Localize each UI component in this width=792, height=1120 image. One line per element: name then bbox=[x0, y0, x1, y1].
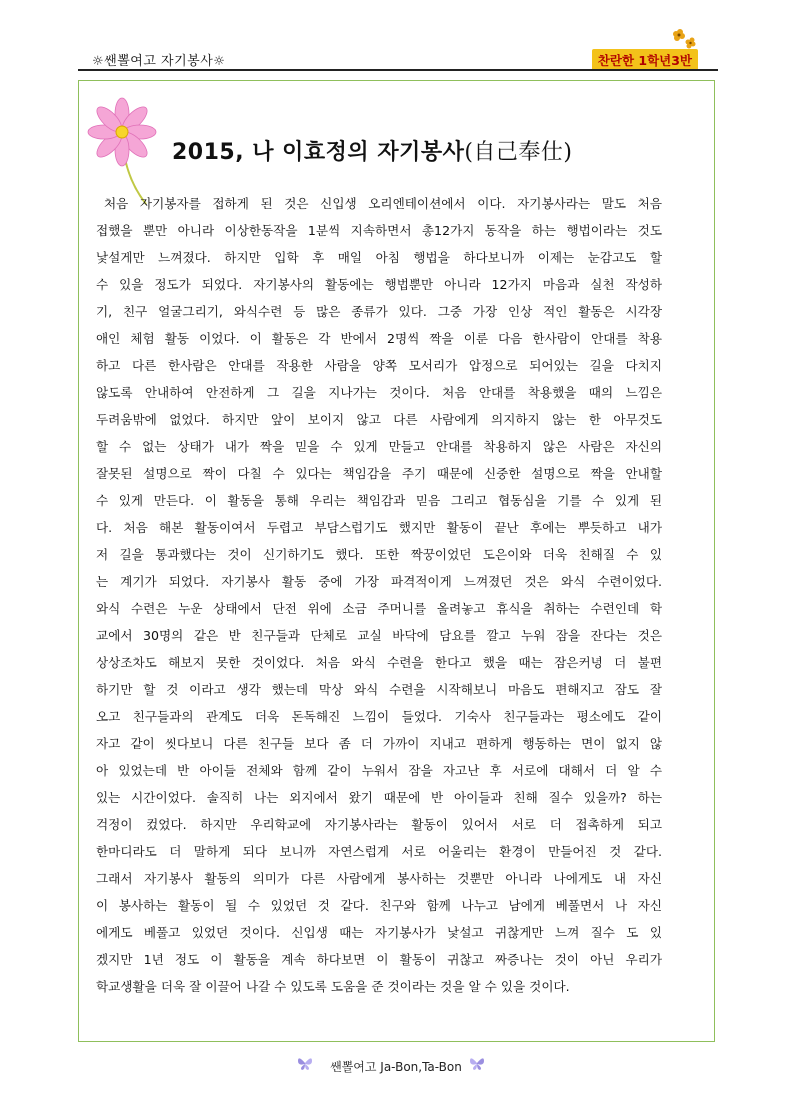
body-line: 접했을 뿐만 아니라 이상한동작을 1분씩 지속하면서 총12가지 동작을 하는 행법이라는 것도 bbox=[96, 223, 662, 238]
body-line: 두려움밖에 없었다. 하지만 앞이 보이지 않고 다른 사람에게 의지하지 않는 한 아무것도 bbox=[96, 412, 662, 427]
body-line: 애인 체험 활동 이었다. 이 활동은 각 반에서 2명씩 짝을 이룬 다음 한사람이 안대를 착용 bbox=[96, 331, 662, 346]
body-line: 와식 수련은 누운 상태에서 단전 위에 소금 주머니를 올려놓고 휴식을 취하는 수련인데 학 bbox=[96, 601, 662, 616]
article-title-hanja: (自己奉仕) bbox=[464, 140, 573, 165]
class-badge: 찬란한 1학년3반 bbox=[592, 49, 698, 71]
body-line: 아 있었는데 반 아이들 전체와 함께 같이 누워서 잠을 자고난 후 서로에 대해서 더 알 수 bbox=[96, 763, 662, 778]
body-line: 기, 친구 얼굴그리기, 와식수련 등 많은 종류가 있다. 그중 가장 인상 적인 활동은 시각장 bbox=[96, 304, 662, 319]
body-line: 저 길을 통과했다는 것이 신기하기도 했다. 또한 짝꿍이었던 도은이와 더욱 친해질 수 있 bbox=[96, 547, 662, 562]
body-line: 한마디라도 더 말하게 되다 보니까 자연스럽게 서로 어울리는 환경이 만들어진 것 같다. bbox=[96, 844, 662, 859]
body-line: 는 계기가 되었다. 자기봉사 활동 중에 가장 파격적이게 느껴졌던 것은 와식 수련이었다. bbox=[96, 574, 662, 589]
body-line: 자고 같이 씻다보니 다른 친구들 보다 좀 더 가까이 지내고 편하게 행동하는 면이 없지 않 bbox=[96, 736, 662, 751]
body-line: 교에서 30명의 같은 반 친구들과 단체로 교실 바닥에 담요를 깔고 누워 잠을 잔다는 것은 bbox=[96, 628, 662, 643]
body-line: 수 있을 정도가 되었다. 자기봉사의 활동에는 행법뿐만 아니라 12가지 마음과 실천 작성하 bbox=[96, 277, 662, 292]
article-body bbox=[96, 190, 662, 1000]
body-line: 하고 다른 한사람은 안대를 작용한 사람을 양쪽 모서리가 압정으로 되어있는 길을 다치지 bbox=[96, 358, 662, 373]
body-line: 에게도 베풀고 있었던 것이다. 신입생 때는 자기봉사가 낯설고 귀찮게만 느껴 질수 도 있 bbox=[96, 925, 662, 940]
header-title: ☼쌘뽈여고 자기봉사☼ bbox=[92, 54, 226, 69]
body-line: 처음 자기봉자를 접하게 된 것은 신입생 오리엔테이션에서 이다. 자기봉사라는 말도 처음 bbox=[104, 196, 662, 211]
body-line: 걱정이 컸었다. 하지만 우리학교에 자기봉사라는 활동이 있어서 서로 더 접촉하게 되고 bbox=[96, 817, 662, 832]
header-divider bbox=[78, 69, 718, 71]
body-line: 하기만 할 것 이라고 생각 했는데 막상 와식 수련을 시작해보니 마음도 편해지고 잠도 잘 bbox=[96, 682, 662, 697]
body-line: 겠지만 1년 정도 이 활동을 계속 하다보면 이 활동이 귀찮고 짜증나는 것이 아닌 우리가 bbox=[96, 952, 662, 967]
footer bbox=[0, 1058, 792, 1075]
body-line: 잘못된 설명으로 짝이 다칠 수 있다는 책임감을 주기 때문에 신중한 설명으로 짝을 안내할 bbox=[96, 466, 662, 481]
body-line: 있는 시간이었다. 솔직히 나는 외지에서 왔기 때문에 반 아이들과 친해 질수 있을까? 하는 bbox=[96, 790, 662, 805]
body-line: 다. 처음 해본 활동이여서 두렵고 부담스럽기도 했지만 활동이 끝난 후에는 뿌듯하고 내가 bbox=[96, 520, 662, 535]
body-line: 않도록 안내하여 안전하게 그 길을 지나가는 것이다. 처음 안대를 착용했을 때의 느낌은 bbox=[96, 385, 662, 400]
article-title-text: 2015, 나 이효정의 자기봉사 bbox=[172, 140, 465, 165]
body-line: 오고 친구들과의 관계도 더욱 돈독해진 느낌이 들었다. 기숙사 친구들과는 평소에도 같이 bbox=[96, 709, 662, 724]
article-title bbox=[172, 135, 573, 166]
body-line: 할 수 없는 상태가 내가 짝을 믿을 수 있게 만들고 안대를 착용하지 않은 사람은 자신의 bbox=[96, 439, 662, 454]
body-line: 이 봉사하는 활동이 될 수 있었던 것 같다. 친구와 함께 나누고 남에게 베풀면서 나 자신 bbox=[96, 898, 662, 913]
footer-text: 쌘뽈여고 Ja-Bon,Ta-Bon bbox=[330, 1060, 462, 1074]
body-line: 상상조차도 해보지 못한 것이었다. 처음 와식 수련을 한다고 했을 때는 잠은커녕 더 불편 bbox=[96, 655, 662, 670]
body-line: 낯설게만 느껴졌다. 하지만 입학 후 매일 아침 행법을 하다보니까 이제는 눈감고도 할 bbox=[96, 250, 662, 265]
body-line: 학교생활을 더욱 잘 이끌어 나갈 수 있도록 도움을 준 것이라는 것을 알 수 있을 것이다. bbox=[96, 979, 570, 994]
butterfly-right-icon bbox=[468, 1054, 486, 1072]
body-line: 그래서 자기봉사 활동의 의미가 다른 사람에게 봉사하는 것뿐만 아니라 나에게도 내 자신 bbox=[96, 871, 662, 886]
body-line: 수 있게 만든다. 이 활동을 통해 우리는 책임감과 믿음 그리고 협동심을 기를 수 있게 된 bbox=[96, 493, 662, 508]
